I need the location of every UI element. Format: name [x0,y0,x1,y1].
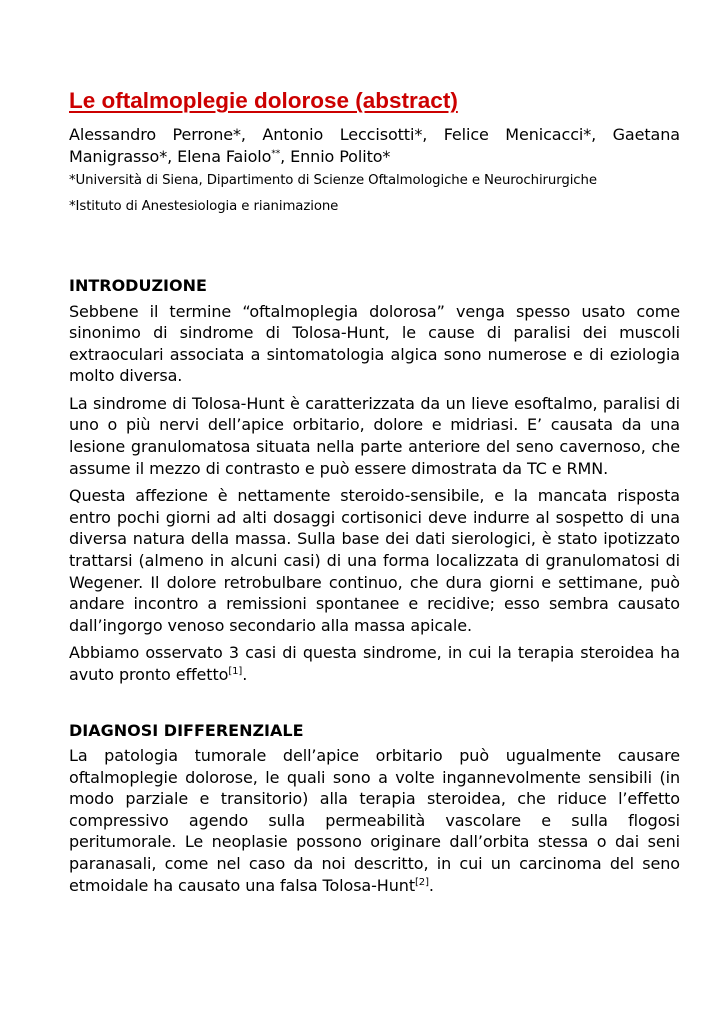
authors-part1: Alessandro Perrone*, Antonio Leccisotti*, Felice Menicacci*, Gaetana Manigrasso*, Elena Faiolo [69,125,680,166]
author-list [69,124,680,167]
reference-2-link[interactable]: [2] [415,876,429,888]
affiliation-2: *Istituto di Anestesiologia e rianimazione [69,199,339,214]
faiolo-affiliation-mark: ** [271,148,281,159]
intro-paragraph-4 [69,642,680,685]
section-heading-diagnosi: DIAGNOSI DIFFERENZIALE [69,720,304,740]
reference-1-link[interactable]: [1] [228,666,243,677]
diagnosi-p1-text: La patologia tumorale dell’apice orbitario può ugualmente causare oftalmoplegie dolorose, le quali sono a volte ingannevolmente sensibili (in modo parziale e transitorio) alla terapia steroidea, che riduce l’effetto compressivo agendo sulla permeabilità vascolare e sulla flogosi peritumorale. Le neoplasie possono originare dall’orbita stessa o dai seni paranasali, come nel caso da noi descritto, in cui un carcinoma del seno etmoidale ha causato una falsa Tolosa-Hunt [69,746,680,895]
authors-part2: , Ennio Polito* [280,146,391,166]
intro-p4-end: . [242,665,248,684]
intro-p4-text: Abbiamo osservato 3 casi di questa sindrome, in cui la terapia steroidea ha avuto pronto effetto [69,643,680,684]
document-title: Le oftalmoplegie dolorose (abstract) [69,88,458,113]
section-heading-introduzione: INTRODUZIONE [69,276,207,295]
intro-paragraph-2: La sindrome di Tolosa-Hunt è caratterizzata da un lieve esoftalmo, paralisi di uno o più nervi dell’apice orbitario, dolore e midriasi. E’ causata da una lesione granulomatosa situata nella parte anteriore del seno cavernoso, che assume il mezzo di contrasto e può essere dimostrata da TC e RMN. [69,393,680,478]
intro-paragraph-3: Questa affezione è nettamente steroido-sensibile, e la mancata risposta entro pochi giorni ad alti dosaggi cortisonici deve indurre al sospetto di una diversa natura della massa. Sulla base dei dati sierologici, è stato ipotizzato trattarsi (almeno in alcuni casi) di una forma localizzata di granulomatosi di Wegener. Il dolore retrobulbare continuo, che dura giorni e settimane, può andare incontro a remissioni spontanee e recidive; esso sembra causato dall’ingorgo venoso secondario alla massa apicale. [69,486,680,635]
affiliation-1: *Università di Siena, Dipartimento di Scienze Oftalmologiche e Neurochirurgiche [69,173,597,188]
intro-paragraph-1: Sebbene il termine “oftalmoplegia dolorosa” venga spesso usato come sinonimo di sindrome di Tolosa-Hunt, le cause di paralisi dei muscoli extraoculari associata a sintomatologia algica sono numerose e di eziologia molto diversa. [69,301,680,386]
diagnosi-paragraph-1 [69,745,680,896]
document-page [69,86,680,902]
diagnosi-p1-end: . [428,875,434,895]
